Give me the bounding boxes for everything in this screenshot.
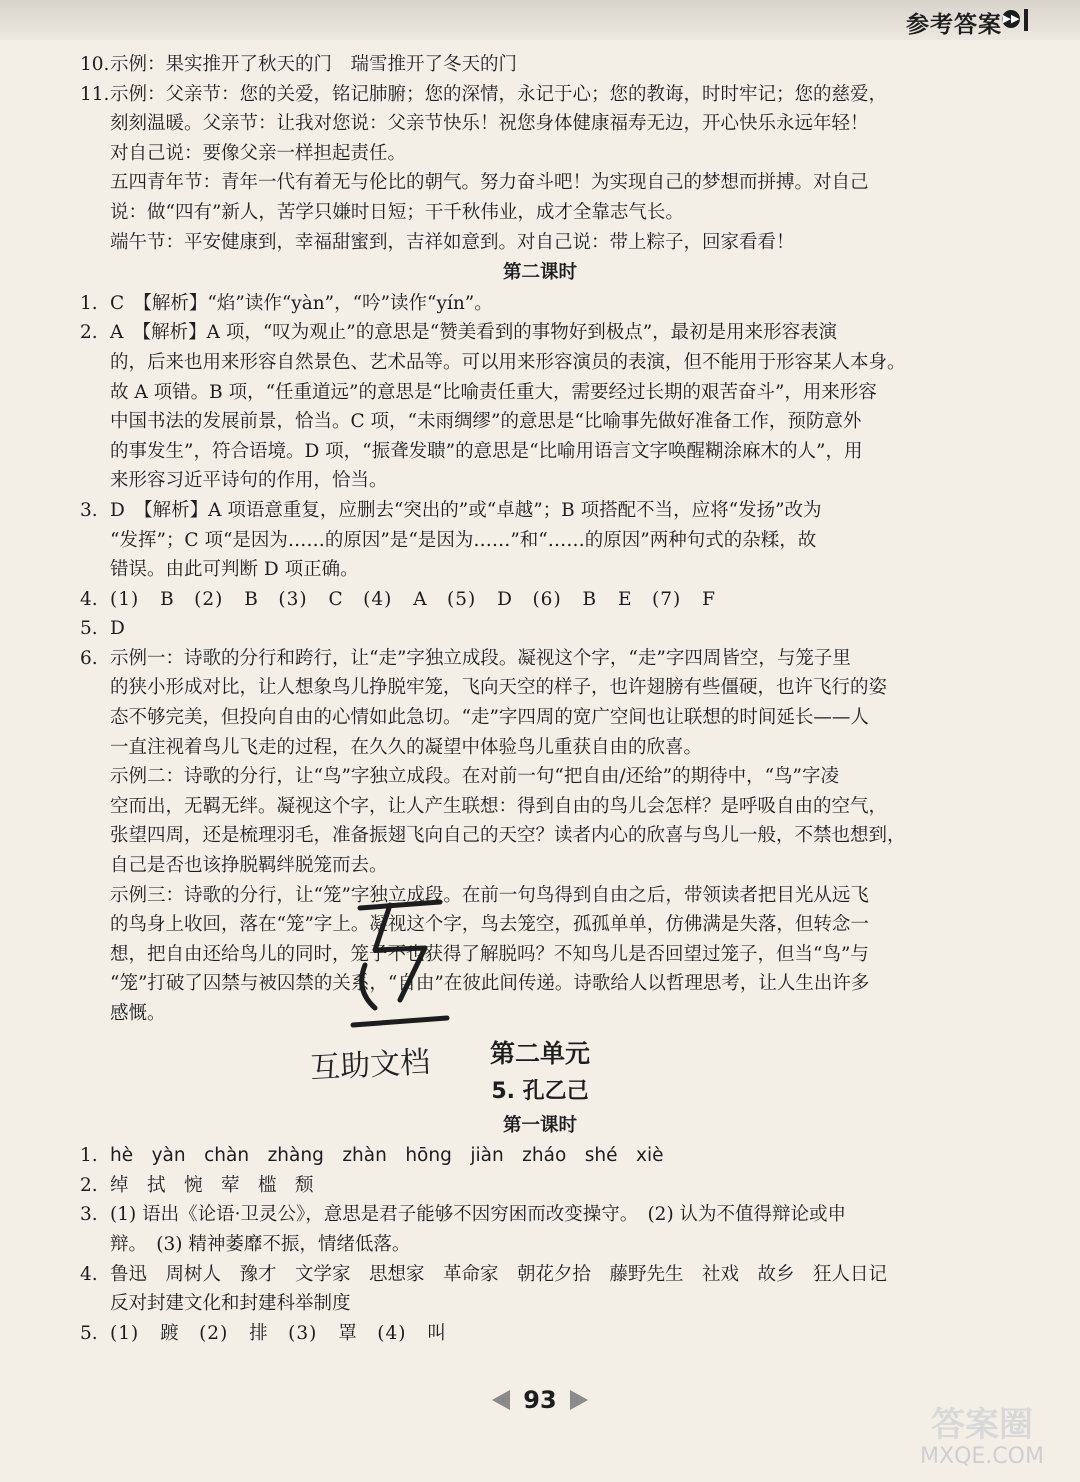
- item-number: 3.: [80, 499, 98, 521]
- item-line: 的事发生”，符合语境。D 项，“振聋发聩”的意思是“比喻用语言文字唤醒糊涂麻木的人”，用: [110, 440, 863, 462]
- lesson-heading: 5. 孔乙己: [491, 1078, 589, 1104]
- unit-title: 第二单元: [489, 1038, 590, 1068]
- item-number: 4.: [80, 1263, 98, 1285]
- item-line: 刻刻温暖。父亲节：让我对您说：父亲节快乐！祝您身体健康福寿无边，开心快乐永远年轻！: [110, 113, 869, 135]
- item-number: 10.: [80, 54, 110, 75]
- answer-item-1: [80, 289, 1000, 319]
- item-line: 说：做“四有”新人，苦学只嫌时日短；干千秋伟业，成才全靠志气长。: [110, 201, 684, 223]
- unit2-item-3: [80, 1200, 1000, 1259]
- answer-item-3: [80, 496, 1000, 585]
- item-line: 示例：父亲节：您的关爱，铭记肺腑；您的深情，永记于心；您的教诲，时时牢记；您的慈爱，: [110, 83, 888, 105]
- item-text: 绰 拭 惋 荤 槛 颓: [110, 1174, 314, 1196]
- next-page-arrow-icon: [570, 1390, 588, 1410]
- site-watermark: [892, 1406, 1072, 1476]
- fast-forward-icon: ▶▶: [1002, 10, 1020, 28]
- item-line: 想，把自由还给鸟儿的同时，笼子不也获得了解脱吗？不知鸟儿是否回望过笼子，但当“鸟”与: [110, 943, 869, 965]
- item-line: 辩。 (3) 精神萎靡不振，情绪低落。: [110, 1233, 411, 1255]
- item-line: 故 A 项错。B 项，“任重道远”的意思是“比喻责任重大，需要经过长期的艰苦奋斗”，用来形容: [110, 381, 877, 403]
- item-number: 5.: [80, 1322, 98, 1344]
- item-line: 的鸟身上收回，落在“笼”字上。凝视这个字，鸟去笼空，孤孤单单，仿佛满是失落，但转念一: [110, 914, 869, 936]
- item-number: 3.: [80, 1204, 98, 1226]
- item-line: 示例一：诗歌的分行和跨行，让“走”字独立成段。凝视这个字，“走”字四周皆空，与笼子里: [110, 647, 851, 669]
- unit2-item-1: [80, 1141, 1000, 1171]
- prev-page-arrow-icon: [492, 1390, 510, 1410]
- item-line: 示例二：诗歌的分行，让“鸟”字独立成段。在对前一句“把自由/还给”的期待中，“鸟”字凌: [110, 766, 839, 788]
- answer-item-5: [80, 614, 1000, 644]
- item-number: 5.: [80, 618, 98, 640]
- item-line: (1) 语出《论语·卫灵公》，意思是君子能够不因穷困而改变操守。 (2) 认为不值得辩论或申: [110, 1204, 847, 1226]
- item-line: 端午节：平安健康到，幸福甜蜜到，吉祥如意到。对自己说：带上粽子，回家看看！: [110, 231, 795, 253]
- item-line: “发挥”；C 项“是因为……的原因”是“是因为……”和“……的原因”两种句式的杂糅，故: [110, 529, 817, 551]
- item-number: 2.: [80, 322, 98, 344]
- item-line: 反对封建文化和封建科举制度: [110, 1293, 351, 1315]
- item-number: 1.: [80, 292, 98, 314]
- lesson-title: 第二课时: [502, 262, 577, 284]
- answer-item-6: [80, 644, 1000, 1029]
- item-line: D 【解析】A 项语意重复，应删去“突出的”或“卓越”；B 项搭配不当，应将“发扬”改为: [110, 499, 822, 521]
- item-line: 一直注视着鸟儿飞走的过程，在久久的凝望中体验鸟儿重获自由的欣喜。: [110, 736, 703, 758]
- item-number: 2.: [80, 1174, 98, 1196]
- item-text: C 【解析】“焰”读作“yàn”，“吟”读作“yín”。: [110, 292, 493, 314]
- item-line: 的，后来也用来形容自然景色、艺术品等。可以用来形容演员的表演，但不能用于形容某人本身。: [110, 351, 906, 373]
- item-line: “笼”打破了囚禁与被囚禁的关系，“自由”在彼此间传递。诗歌给人以哲理思考，让人生出许多: [110, 973, 870, 995]
- item-text: (1) B (2) B (3) C (4) A (5) D (6) B E (7) F: [110, 588, 716, 610]
- unit2-item-2: [80, 1171, 1000, 1201]
- item-line: 错误。由此可判断 D 项正确。: [110, 559, 359, 581]
- watermark-text: 互助文档: [309, 1044, 432, 1087]
- item-line: A 【解析】A 项，“叹为观止”的意思是“赞美看到的事物好到极点”，最初是用来形容表演: [110, 322, 838, 344]
- watermark-logo: [345, 890, 455, 1040]
- site-watermark-logo: 答案圈: [931, 1405, 1033, 1445]
- header-bar: [0, 0, 1080, 40]
- item-line: 五四青年节：青年一代有着无与伦比的朝气。努力奋斗吧！为实现自己的梦想而拼搏。对自己: [110, 172, 869, 194]
- item-line: 的狭小形成对比，让人想象鸟儿挣脱牢笼，飞向天空的样子，也许翅膀有些僵硬，也许飞行的姿: [110, 677, 888, 699]
- item-line: 感慨。: [110, 1003, 166, 1024]
- item-line: 对自己说：要像父亲一样担起责任。: [110, 142, 407, 164]
- item-text: (1) 踱 (2) 排 (3) 罩 (4) 叫: [110, 1322, 447, 1344]
- item-line: 中国书法的发展前景，恰当。C 项，“未雨绸缪”的意思是“比喻事先做好准备工作，预防意外: [110, 411, 862, 433]
- item-text: 示例：果实推开了秋天的门 瑞雪推开了冬天的门: [110, 54, 518, 75]
- item-line: 来形容习近平诗句的作用，恰当。: [110, 470, 388, 492]
- item-line: 态不够完美，但投向自由的心情如此急切。“走”字四周的宽广空间也让联想的时间延长——人: [110, 707, 869, 729]
- item-number: 6.: [80, 647, 98, 669]
- item-line: 鲁迅 周树人 豫才 文学家 思想家 革命家 朝花夕拾 藤野先生 社戏 故乡 狂人日记: [110, 1263, 888, 1285]
- header-label: 参考答案: [906, 12, 1002, 38]
- answer-item-2: [80, 318, 1000, 496]
- header-end-bar: [1024, 9, 1028, 31]
- item-number: 4.: [80, 588, 98, 610]
- item-number: 11.: [80, 83, 110, 105]
- unit2-item-5: [80, 1319, 1000, 1349]
- item-line: 示例三：诗歌的分行，让“笼”字独立成段。在前一句鸟得到自由之后，带领读者把目光从远飞: [110, 884, 869, 906]
- pinyin-answers: hè yàn chàn zhàng zhàn hōng jiàn zháo shé xiè: [110, 1145, 664, 1167]
- site-watermark-url: MXQE.COM: [920, 1444, 1044, 1469]
- page-number: 93: [523, 1386, 557, 1414]
- answer-item-4: [80, 585, 1000, 615]
- item-line: 张望四周，还是梳理羽毛，准备振翅飞向自己的天空？读者内心的欣喜与鸟儿一般，不禁也想到，: [110, 825, 906, 847]
- lesson-subtitle: 第一课时: [502, 1114, 577, 1136]
- answer-content: [80, 50, 1000, 1348]
- unit2-item-4: [80, 1260, 1000, 1319]
- item-line: 空而出，无羁无绊。凝视这个字，让人产生联想：得到自由的鸟儿会怎样？是呼吸自由的空气，: [110, 795, 888, 817]
- item-line: 自己是否也该挣脱羁绊脱笼而去。: [110, 855, 388, 877]
- answer-item-11: [80, 80, 1000, 258]
- item-text: D: [110, 618, 125, 640]
- item-number: 1.: [80, 1145, 98, 1167]
- answer-item-10: [80, 50, 1000, 80]
